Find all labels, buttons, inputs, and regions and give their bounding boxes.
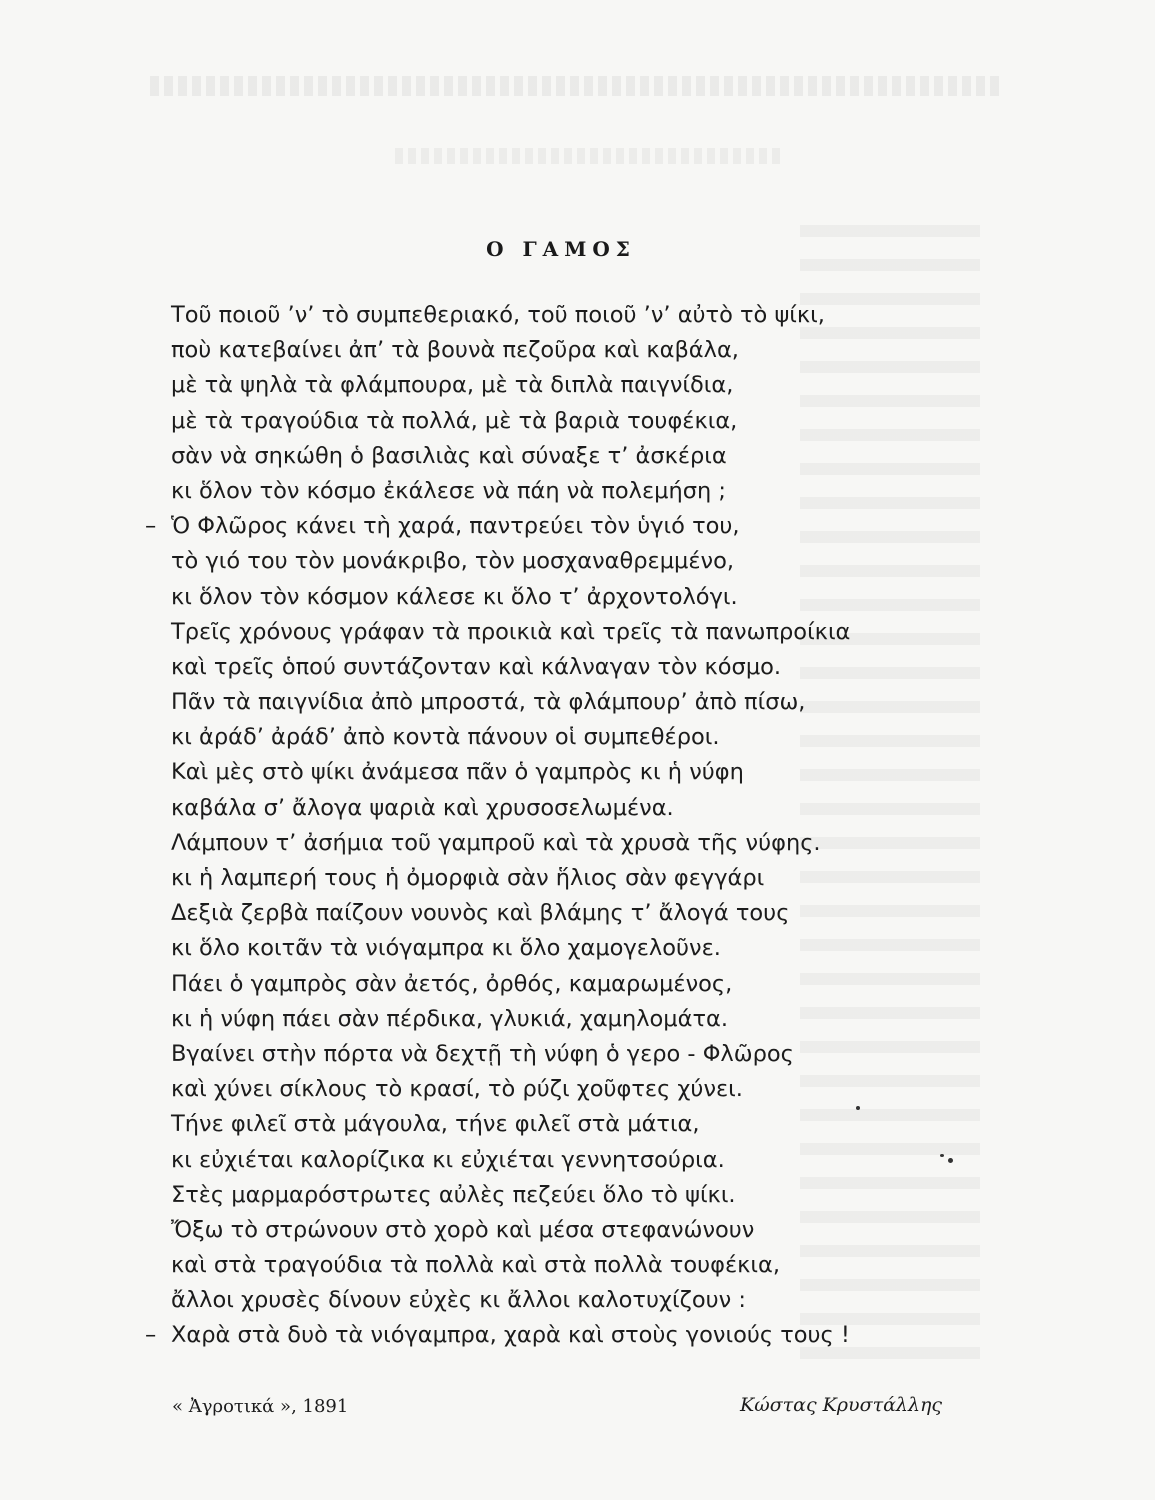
poem-line xyxy=(145,1213,1005,1248)
poem-line xyxy=(145,474,1005,509)
poem-line-text: Ὁ Φλῶρος κάνει τὴ χαρά, παντρεύει τὸν ὑγιό του, xyxy=(171,513,740,540)
poem-title: Ο ΓΑΜΟΣ xyxy=(486,237,636,261)
poem-line-text: καβάλα σ’ ἄλογα ψαριὰ καὶ χρυσοσελωμένα. xyxy=(171,794,674,821)
poem-line-text: τὸ γιό του τὸν μονάκριβο, τὸν μοσχαναθρεμμένο, xyxy=(171,548,734,575)
dialogue-dash: – xyxy=(145,513,157,540)
poem-line-text: ποὺ κατεβαίνει ἀπ’ τὰ βουνὰ πεζοῦρα καὶ καβάλα, xyxy=(171,337,739,364)
poem-line-text: Καὶ μὲς στὸ ψίκι ἀνάμεσα πᾶν ὁ γαμπρὸς κι ἡ νύφη xyxy=(171,759,744,786)
poem-body xyxy=(145,298,1005,1354)
poem-line-text: Πάει ὁ γαμπρὸς σὰν ἀετός, ὀρθός, καμαρωμένος, xyxy=(171,970,733,997)
poem-line xyxy=(145,1283,1005,1318)
poem-line-text: κι ὅλον τὸν κόσμον κάλεσε κι ὅλο τ’ ἀρχοντολόγι. xyxy=(171,583,738,610)
poem-line xyxy=(145,791,1005,826)
bleed-through-subheader xyxy=(395,148,785,164)
poem-line-text: Τρεῖς χρόνους γράφαν τὰ προικιὰ καὶ τρεῖς τὰ πανωπροίκια xyxy=(171,618,851,645)
poem-line xyxy=(145,896,1005,931)
poem-line xyxy=(145,685,1005,720)
poem-line xyxy=(145,1178,1005,1213)
poem-line-text: κι ἡ νύφη πάει σὰν πέρδικα, γλυκιά, χαμηλομάτα. xyxy=(171,1005,728,1032)
poem-line xyxy=(145,1318,1005,1353)
poem-line-text: Τοῦ ποιοῦ ’ν’ τὸ συμπεθεριακό, τοῦ ποιοῦ ’ν’ αὐτὸ τὸ ψίκι, xyxy=(171,302,825,328)
poem-line xyxy=(145,615,1005,650)
poem-line-text: Λάμπουν τ’ ἀσήμια τοῦ γαμπροῦ καὶ τὰ χρυσὰ τῆς νύφης. xyxy=(171,829,821,856)
poem-line xyxy=(145,1037,1005,1072)
poem-line-text: καὶ τρεῖς ὁπού συντάζονταν καὶ κάλναγαν τὸν κόσμο. xyxy=(171,653,782,680)
poem-line xyxy=(145,931,1005,966)
poem-line-text: σὰν νὰ σηκώθη ὁ βασιλιὰς καὶ σύναξε τ’ ἀσκέρια xyxy=(171,442,727,469)
poem-line-text: κι ὅλο κοιτᾶν τὰ νιόγαμπρα κι ὅλο χαμογελοῦνε. xyxy=(171,935,721,962)
poem-line-text: Πᾶν τὰ παιγνίδια ἀπὸ μπροστά, τὰ φλάμπουρ’ ἀπὸ πίσω, xyxy=(171,689,806,716)
poem-line-text: Τήνε φιλεῖ στὰ μάγουλα, τήνε φιλεῖ στὰ μάτια, xyxy=(171,1111,700,1138)
print-speck xyxy=(948,1158,953,1163)
poem-line xyxy=(145,1107,1005,1142)
poem-line xyxy=(145,1072,1005,1107)
poem-line xyxy=(145,298,1005,333)
poem-line-text: καὶ χύνει σίκλους τὸ κρασί, τὸ ρύζι χοῦφτες χύνει. xyxy=(171,1076,743,1103)
poem-line xyxy=(145,861,1005,896)
poem-line-text: μὲ τὰ τραγούδια τὰ πολλά, μὲ τὰ βαριὰ τουφέκια, xyxy=(171,407,738,434)
source-citation: « Ἀγροτικά », 1891 xyxy=(172,1396,349,1417)
poem-line xyxy=(145,404,1005,439)
poem-line-text: μὲ τὰ ψηλὰ τὰ φλάμπουρα, μὲ τὰ διπλὰ παιγνίδια, xyxy=(171,372,734,399)
poem-line xyxy=(145,439,1005,474)
dialogue-dash: – xyxy=(145,1322,157,1349)
poem-line-text: κι ἀράδ’ ἀράδ’ ἀπὸ κοντὰ πάνουν οἱ συμπεθέροι. xyxy=(171,724,720,751)
poem-line-text: κι εὐχιέται καλορίζικα κι εὐχιέται γεννητσούρια. xyxy=(171,1146,725,1173)
poem-line xyxy=(145,1248,1005,1283)
poem-line xyxy=(145,1143,1005,1178)
poem-line xyxy=(145,544,1005,579)
poem-line-text: Χαρὰ στὰ δυὸ τὰ νιόγαμπρα, χαρὰ καὶ στοὺς γονιούς τους ! xyxy=(171,1322,850,1349)
poem-line xyxy=(145,368,1005,403)
poem-line-text: κι ὅλον τὸν κόσμο ἐκάλεσε νὰ πάη νὰ πολεμήση ; xyxy=(171,477,726,504)
poem-line-text: Βγαίνει στὴν πόρτα νὰ δεχτῇ τὴ νύφη ὁ γερο - Φλῶρος xyxy=(171,1040,794,1067)
author-name: Κώστας Κρυστάλλης xyxy=(740,1394,943,1416)
poem-line xyxy=(145,333,1005,368)
poem-line-text: καὶ στὰ τραγούδια τὰ πολλὰ καὶ στὰ πολλὰ τουφέκια, xyxy=(171,1252,780,1279)
poem-line xyxy=(145,650,1005,685)
poem-line xyxy=(145,755,1005,790)
print-speck xyxy=(856,1106,860,1110)
poem-line xyxy=(145,1002,1005,1037)
poem-line xyxy=(145,967,1005,1002)
poem-line xyxy=(145,720,1005,755)
print-speck xyxy=(940,1154,944,1157)
poem-line-text: Στὲς μαρμαρόστρωτες αὐλὲς πεζεύει ὅλο τὸ ψίκι. xyxy=(171,1181,736,1208)
poem-line xyxy=(145,826,1005,861)
bleed-through-header xyxy=(150,76,1000,96)
poem-line-text: ἄλλοι χρυσὲς δίνουν εὐχὲς κι ἄλλοι καλοτυχίζουν : xyxy=(171,1287,746,1314)
poem-line-text: Δεξιὰ ζερβὰ παίζουν νουνὸς καὶ βλάμης τ’ ἄλογά τους xyxy=(171,900,790,927)
poem-line-text: κι ἡ λαμπερή τους ἡ ὀμορφιὰ σὰν ἥλιος σὰν φεγγάρι xyxy=(171,865,765,891)
poem-line xyxy=(145,580,1005,615)
poem-line xyxy=(145,509,1005,544)
poem-line-text: Ὄξω τὸ στρώνουν στὸ χορὸ καὶ μέσα στεφανώνουν xyxy=(171,1216,755,1243)
